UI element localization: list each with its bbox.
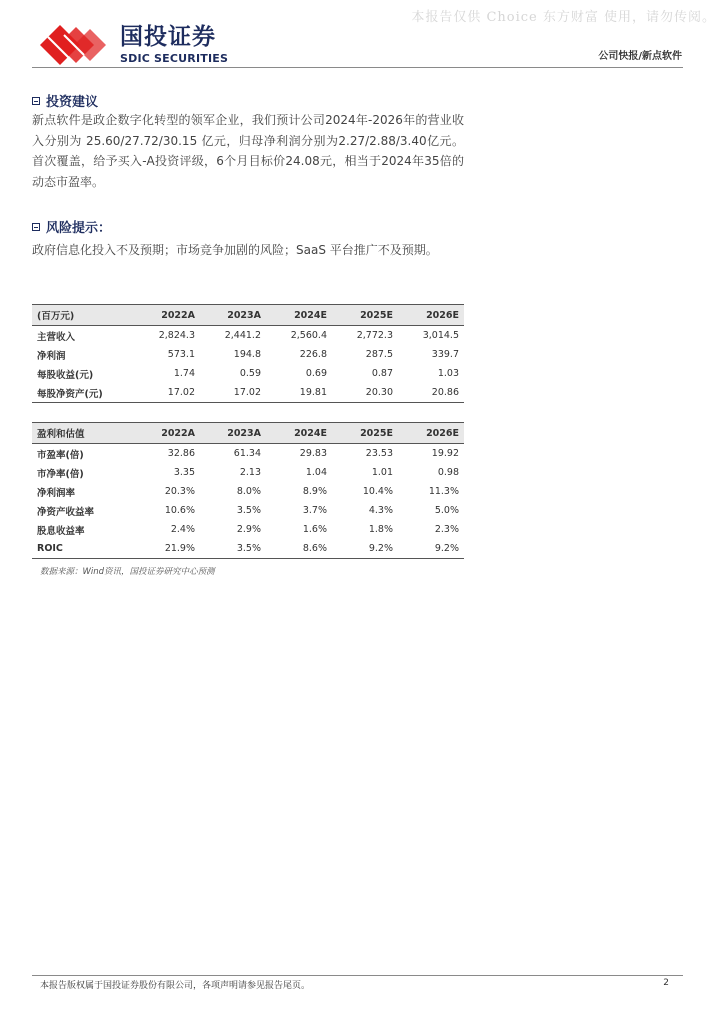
table-cell: 17.02	[134, 383, 200, 403]
row-label: 市净率(倍)	[37, 468, 84, 480]
page-number: 2	[663, 978, 669, 988]
table-cell: 2,772.3	[356, 330, 393, 341]
valuation-table	[32, 422, 464, 559]
table-cell: 8.0%	[236, 486, 261, 497]
table-cell: 2.3%	[434, 524, 459, 535]
row-label: 市盈率(倍)	[37, 449, 84, 461]
section-title-risk	[32, 217, 111, 236]
watermark: 本报告仅供 Choice 东方财富 使用，请勿传阅。	[411, 10, 716, 25]
table-cell: 9.2%	[398, 539, 464, 559]
table-cell: 1.74	[173, 368, 195, 379]
advice-paragraph: 新点软件是政企数字化转型的领军企业，我们预计公司2024年-2026年的营业收入分别为 25.60/27.72/30.15 亿元，归母净利润分别为2.27/2.88/3.40亿元。首次覆盖，给予买入-A投资评级，6个月目标价24.08元，相当于2024年35倍的动态市盈率。	[32, 113, 464, 189]
table-cell: 21.9%	[134, 539, 200, 559]
table-cell: 11.3%	[428, 486, 459, 497]
table-cell: 287.5	[365, 349, 393, 360]
table-cell: 10.4%	[362, 486, 393, 497]
table-cell: 19.92	[431, 448, 459, 459]
table-cell: 3.35	[173, 467, 195, 478]
table-header-cell: 2024E	[266, 305, 332, 326]
row-label: ROIC	[32, 539, 134, 559]
table-cell: 3,014.5	[422, 330, 459, 341]
table-row	[32, 383, 464, 403]
table-header-cell: 2025E	[332, 423, 398, 444]
table-header-cell: 2022A	[134, 423, 200, 444]
table-cell: 0.69	[305, 368, 327, 379]
table-header-row	[32, 423, 464, 444]
table-cell: 2,560.4	[290, 330, 327, 341]
table-header-row	[32, 305, 464, 326]
table-cell: 573.1	[167, 349, 195, 360]
table-cell: 8.6%	[266, 539, 332, 559]
row-label: 每股净资产(元)	[32, 383, 134, 403]
risk-paragraph: 政府信息化投入不及预期；市场竞争加剧的风险；SaaS 平台推广不及预期。	[32, 243, 438, 257]
footer-divider	[32, 975, 683, 976]
table-cell: 0.98	[437, 467, 459, 478]
table-header-cell: 2024E	[266, 423, 332, 444]
table-cell: 3.5%	[200, 539, 266, 559]
table-cell: 1.6%	[302, 524, 327, 535]
table-row	[32, 463, 464, 482]
logo-english-name: SDIC SECURITIES	[120, 52, 229, 65]
table-header-cell: 2023A	[200, 305, 266, 326]
table-cell: 1.01	[371, 467, 393, 478]
table-cell: 0.59	[239, 368, 261, 379]
table-cell: 3.7%	[302, 505, 327, 516]
table-cell: 2.13	[239, 467, 261, 478]
section-square-icon	[32, 97, 40, 105]
table-cell: 1.04	[305, 467, 327, 478]
table-header-cell: 2022A	[134, 305, 200, 326]
section-title-advice	[32, 91, 98, 110]
table-cell: 4.3%	[368, 505, 393, 516]
header-divider	[32, 67, 683, 68]
report-category: 公司快报/新点软件	[598, 51, 682, 62]
table-cell: 0.87	[371, 368, 393, 379]
row-label: 净利润率	[37, 487, 76, 499]
table-cell: 226.8	[299, 349, 327, 360]
table-cell: 5.0%	[434, 505, 459, 516]
section-square-icon	[32, 223, 40, 231]
row-label: 股息收益率	[37, 525, 85, 537]
table-cell: 2.9%	[236, 524, 261, 535]
financial-table	[32, 304, 464, 403]
table-cell: 17.02	[200, 383, 266, 403]
table-header-cell: 盈利和估值	[32, 423, 134, 444]
table-row	[32, 364, 464, 383]
table-cell: 1.03	[437, 368, 459, 379]
table-cell: 2.4%	[170, 524, 195, 535]
table-header-cell: (百万元)	[32, 305, 134, 326]
table-cell: 8.9%	[302, 486, 327, 497]
table-cell: 9.2%	[332, 539, 398, 559]
table-row	[32, 539, 464, 559]
table-row	[32, 520, 464, 539]
table-cell: 20.3%	[164, 486, 195, 497]
table-cell: 20.86	[398, 383, 464, 403]
table-row	[32, 444, 464, 464]
section-title-text: 投资建议	[46, 95, 99, 110]
table-cell: 61.34	[233, 448, 261, 459]
row-label: 主营收入	[37, 331, 76, 343]
table-row	[32, 326, 464, 346]
data-source-note: 数据来源：Wind资讯，国投证券研究中心预测	[40, 567, 215, 577]
table-cell: 339.7	[431, 349, 459, 360]
row-label: 每股收益(元)	[37, 369, 94, 381]
table-cell: 19.81	[266, 383, 332, 403]
table-cell: 29.83	[299, 448, 327, 459]
table-cell: 32.86	[167, 448, 195, 459]
table-header-cell: 2026E	[398, 423, 464, 444]
logo-diamond-icon	[40, 24, 112, 66]
table-cell: 2,824.3	[158, 330, 195, 341]
table-cell: 194.8	[233, 349, 261, 360]
table-cell: 10.6%	[164, 505, 195, 516]
table-header-cell: 2023A	[200, 423, 266, 444]
company-logo	[40, 24, 228, 66]
table-header-cell: 2026E	[398, 305, 464, 326]
logo-chinese-name: 国投证券	[120, 24, 216, 50]
table-cell: 3.5%	[236, 505, 261, 516]
table-cell: 1.8%	[368, 524, 393, 535]
row-label: 净利润	[37, 350, 66, 362]
table-cell: 20.30	[332, 383, 398, 403]
table-cell: 23.53	[365, 448, 393, 459]
footer-disclaimer: 本报告版权属于国投证券股份有限公司，各项声明请参见报告尾页。	[40, 981, 311, 991]
row-label: 净资产收益率	[37, 506, 95, 518]
section-title-text: 风险提示：	[46, 221, 112, 236]
table-row	[32, 482, 464, 501]
table-row	[32, 501, 464, 520]
table-cell: 2,441.2	[224, 330, 261, 341]
table-row	[32, 345, 464, 364]
table-header-cell: 2025E	[332, 305, 398, 326]
